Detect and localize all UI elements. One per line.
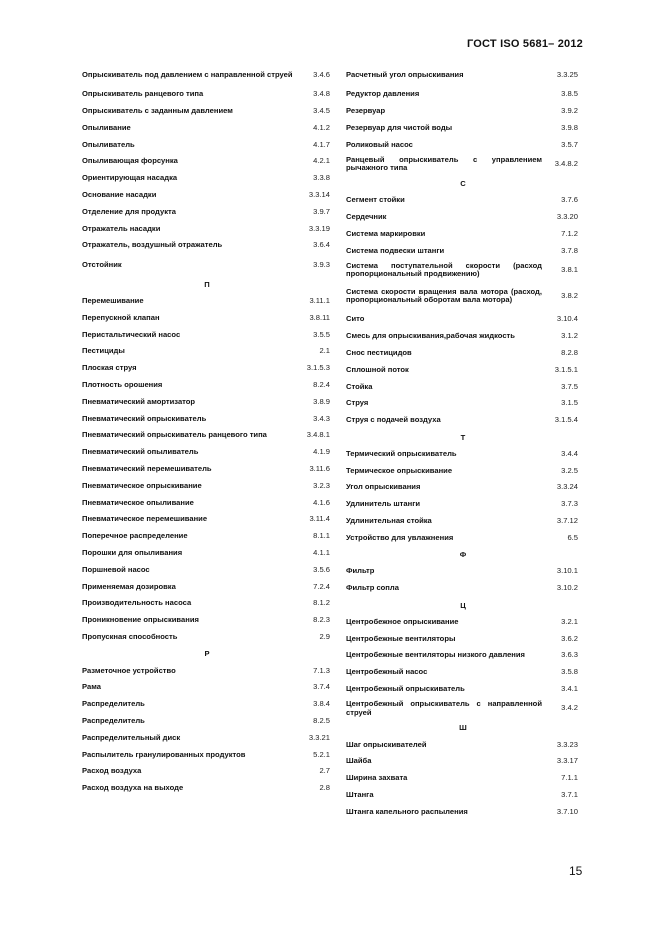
index-term: Рама (82, 682, 101, 692)
index-entry (82, 780, 332, 797)
index-entry (346, 787, 580, 804)
index-term: Смесь для опрыскивания,рабочая жидкость (346, 331, 515, 341)
index-term: Пневматический опрыскиватель (82, 413, 207, 423)
index-term: Расчетный угол опрыскивания (346, 69, 464, 79)
index-reference: 4.2.1 (313, 156, 330, 166)
index-entry (346, 378, 580, 395)
index-entry (82, 120, 332, 137)
index-reference: 3.11.6 (309, 464, 330, 474)
index-entry (346, 412, 580, 429)
index-term: Расход воздуха (82, 766, 142, 776)
index-term: Стойка (346, 381, 373, 391)
index-reference: 3.8.4 (313, 699, 330, 709)
index-term: Распределитель (82, 699, 145, 709)
index-reference: 3.11.1 (309, 296, 330, 306)
index-term: Пневматическое перемешивание (82, 514, 208, 524)
index-term: Сердечник (346, 212, 387, 222)
index-entry (82, 220, 332, 237)
index-entry (82, 595, 332, 612)
index-term: Опрыскиватель с заданным давлением (82, 106, 233, 116)
index-reference: 3.2.3 (313, 480, 330, 490)
index-reference: 3.4.2 (561, 703, 578, 713)
index-term: Фильтр сопла (346, 583, 399, 593)
index-term: Центробежные вентиляторы (346, 633, 456, 643)
index-term: Угол опрыскивания (346, 482, 421, 492)
index-entry (82, 696, 332, 713)
index-entry (82, 153, 332, 170)
index-reference: 3.3.25 (556, 69, 578, 79)
section-letter: Т (460, 432, 466, 442)
index-entry (82, 410, 332, 427)
index-entry (82, 103, 332, 120)
index-entry (82, 136, 332, 153)
index-term: Опрыскиватель под давлением с направленной струей (82, 69, 293, 79)
index-term: Удлинительная стойка (346, 516, 432, 526)
index-entry (82, 444, 332, 461)
index-reference: 3.7.8 (561, 245, 578, 255)
index-term: Опрыскиватель ранцевого типа (82, 89, 204, 99)
index-reference: 7.1.3 (313, 665, 330, 675)
index-entry (82, 343, 332, 360)
index-entry (346, 580, 580, 597)
index-term: Струя (346, 398, 369, 408)
index-entry (346, 753, 580, 770)
index-entry (82, 237, 332, 254)
index-entry (346, 64, 580, 86)
index-term: Распылитель гранулированных продуктов (82, 749, 246, 759)
index-entry (346, 681, 580, 698)
index-term: Центробежный насос (346, 667, 428, 677)
index-reference: 3.7.12 (556, 516, 578, 526)
index-column-left (82, 64, 332, 797)
index-term: Ориентирующая насадка (82, 173, 178, 183)
index-entry (346, 281, 580, 311)
index-entry (346, 614, 580, 631)
index-reference: 3.4.5 (313, 106, 330, 116)
index-entry (82, 170, 332, 187)
index-reference: 3.4.8.2 (554, 159, 578, 169)
index-term: Ширина захвата (346, 773, 408, 783)
index-reference: 4.1.7 (313, 139, 330, 149)
index-term: Сплошной поток (346, 364, 409, 374)
index-entry (82, 360, 332, 377)
index-reference: 3.9.3 (313, 259, 330, 269)
index-term: Центробежное опрыскивание (346, 616, 459, 626)
index-entry (82, 662, 332, 679)
index-reference: 3.7.3 (561, 499, 578, 509)
index-term: Удлинитель штанги (346, 499, 421, 509)
index-reference: 3.8.1 (561, 265, 578, 275)
index-entry (82, 310, 332, 327)
index-entry (346, 563, 580, 580)
index-entry (346, 192, 580, 209)
index-reference: 7.2.4 (313, 581, 330, 591)
index-term: Центробежные вентиляторы низкого давления (346, 650, 525, 660)
index-term: Шайба (346, 756, 372, 766)
index-entry (346, 120, 580, 137)
index-reference: 8.1.1 (313, 531, 330, 541)
index-entry (346, 664, 580, 681)
index-entry (346, 479, 580, 496)
index-reference: 3.9.2 (561, 106, 578, 116)
index-entry (346, 395, 580, 412)
index-entry (346, 513, 580, 530)
index-term: Штанга капельного распыления (346, 806, 468, 816)
index-reference: 3.3.21 (308, 732, 330, 742)
index-reference: 3.9.7 (313, 206, 330, 216)
index-term: Система скорости вращения вала мотора (расход, пропорциональный оборотам вала мотора) (346, 286, 542, 305)
index-reference: 3.5.5 (313, 329, 330, 339)
index-entry (82, 187, 332, 204)
index-entry (82, 511, 332, 528)
index-entry (82, 64, 332, 86)
index-reference: 8.2.8 (561, 348, 578, 358)
index-term: Перепускной клапан (82, 312, 160, 322)
index-term: Отражатель насадки (82, 223, 161, 233)
index-term: Фильтр (346, 566, 375, 576)
section-letter: Р (204, 649, 210, 659)
index-reference: 3.7.5 (561, 381, 578, 391)
index-reference: 3.3.23 (556, 739, 578, 749)
index-term: Отделение для продукта (82, 206, 176, 216)
section-letter: Ш (459, 723, 467, 733)
index-term: Плотность орошения (82, 380, 163, 390)
index-reference: 3.2.1 (561, 616, 578, 626)
index-entry (346, 345, 580, 362)
index-entry (82, 562, 332, 579)
index-reference: 3.3.17 (556, 756, 578, 766)
index-reference: 3.4.4 (561, 448, 578, 458)
index-reference: 3.5.7 (561, 139, 578, 149)
index-term: Снос пестицидов (346, 348, 412, 358)
section-letter: П (204, 279, 210, 289)
index-reference: 3.10.2 (556, 583, 578, 593)
index-reference: 3.11.4 (309, 514, 330, 524)
index-entry (82, 377, 332, 394)
index-entry (346, 446, 580, 463)
index-entry (82, 729, 332, 746)
index-term: Основание насадки (82, 190, 157, 200)
index-reference: 3.4.8 (313, 89, 330, 99)
index-reference: 3.1.5.3 (306, 363, 330, 373)
index-term: Перемешивание (82, 296, 144, 306)
index-reference: 3.4.3 (313, 413, 330, 423)
index-term: Опыливатель (82, 139, 135, 149)
index-reference: 3.1.5.4 (554, 415, 578, 425)
index-entry (82, 86, 332, 103)
index-entry (346, 803, 580, 820)
index-term: Опыливающая форсунка (82, 156, 178, 166)
index-reference: 3.5.6 (313, 564, 330, 574)
index-entry (82, 494, 332, 511)
index-entry (82, 629, 332, 646)
index-reference: 2.7 (319, 766, 330, 776)
index-entry (346, 86, 580, 103)
index-entry (346, 328, 580, 345)
index-entry (346, 736, 580, 753)
index-term: Центробежный опрыскиватель с направленной струей (346, 699, 542, 717)
index-entry (82, 204, 332, 221)
index-term: Центробежный опрыскиватель (346, 684, 465, 693)
index-term: Пневматическое опрыскивание (82, 480, 202, 490)
index-term: Пестициды (82, 346, 125, 356)
index-term: Распределитель (82, 715, 145, 725)
index-entry (82, 746, 332, 763)
index-term: Разметочное устройство (82, 665, 176, 675)
index-term: Расход воздуха на выходе (82, 783, 184, 793)
index-term: Система подвески штанги (346, 245, 445, 255)
section-letter: С (460, 179, 466, 189)
index-entry (82, 394, 332, 411)
index-reference: 5.2.1 (313, 749, 330, 759)
index-term: Применяемая дозировка (82, 581, 176, 591)
index-term: Поперечное распределение (82, 531, 188, 541)
index-term: Отстойник (82, 259, 122, 269)
index-entry (82, 293, 332, 310)
index-entry (82, 528, 332, 545)
index-term: Сито (346, 314, 365, 324)
index-reference: 3.3.8 (313, 173, 330, 183)
index-reference: 3.8.2 (561, 291, 578, 301)
index-entry (82, 326, 332, 343)
index-term: Шаг опрыскивателей (346, 739, 427, 749)
index-reference: 3.10.4 (556, 314, 578, 324)
index-reference: 3.1.2 (561, 331, 578, 341)
index-term: Резервуар для чистой воды (346, 122, 453, 132)
index-entry (82, 545, 332, 562)
index-term: Распределительный диск (82, 732, 181, 742)
index-term: Редуктор давления (346, 89, 420, 99)
index-reference: 3.10.1 (556, 566, 578, 576)
index-reference: 3.3.19 (308, 223, 330, 233)
index-term: Роликовый насос (346, 139, 413, 149)
index-entry (346, 496, 580, 513)
index-entry (82, 612, 332, 629)
index-term: Система маркировки (346, 228, 426, 238)
index-term: Проникновение опрыскивания (82, 615, 199, 625)
index-term: Плоская струя (82, 363, 137, 373)
index-entry (346, 226, 580, 243)
index-reference: 3.5.8 (561, 667, 578, 677)
index-entry (82, 461, 332, 478)
index-term: Устройство для увлажнения (346, 532, 454, 542)
index-reference: 3.3.24 (556, 482, 578, 492)
index-entry (346, 209, 580, 226)
section-letter: Ц (460, 600, 466, 610)
index-term: Производительность насоса (82, 598, 192, 608)
index-entry (82, 254, 332, 276)
index-entry (346, 242, 580, 259)
index-term: Порошки для опыливания (82, 548, 183, 558)
index-entry (82, 713, 332, 730)
index-reference: 3.4.1 (561, 683, 578, 693)
index-reference: 3.7.4 (313, 682, 330, 692)
index-entry (82, 578, 332, 595)
index-reference: 3.9.8 (561, 122, 578, 132)
index-term: Поршневой насос (82, 564, 150, 574)
index-reference: 8.1.2 (313, 598, 330, 608)
index-entry (82, 478, 332, 495)
index-reference: 8.2.3 (313, 615, 330, 625)
index-entry (82, 763, 332, 780)
index-reference: 3.7.1 (561, 789, 578, 799)
index-entry (346, 647, 580, 664)
index-reference: 3.8.5 (561, 89, 578, 99)
index-entry (346, 770, 580, 787)
index-reference: 3.1.5 (561, 398, 578, 408)
index-reference: 3.7.6 (561, 195, 578, 205)
index-term: Штанга (346, 789, 374, 799)
index-reference: 3.7.10 (556, 806, 578, 816)
index-term: Пневматический опыливатель (82, 447, 199, 457)
index-reference: 7.1.2 (561, 228, 578, 238)
index-reference: 2.8 (319, 783, 330, 793)
index-term: Термический опрыскиватель (346, 448, 457, 458)
index-reference: 4.1.9 (313, 447, 330, 457)
index-reference: 4.1.1 (313, 548, 330, 557)
index-term: Резервуар (346, 106, 386, 116)
section-letter: Ф (459, 550, 467, 560)
index-entry (346, 311, 580, 328)
index-reference: 6.5 (567, 532, 578, 542)
index-entry (346, 630, 580, 647)
index-term: Ранцевый опрыскиватель с управлением рычажного типа (346, 154, 542, 173)
index-reference: 3.1.5.1 (554, 364, 578, 374)
index-column-right (346, 64, 580, 820)
index-entry (346, 530, 580, 547)
index-term: Пропускная способность (82, 632, 178, 641)
index-reference: 3.4.6 (313, 69, 330, 79)
index-entry (82, 679, 332, 696)
index-entry (346, 136, 580, 153)
index-reference: 3.4.8.1 (306, 430, 330, 440)
index-term: Термическое опрыскивание (346, 465, 453, 475)
index-term: Пневматический перемешиватель (82, 464, 212, 474)
index-term: Сегмент стойки (346, 195, 405, 205)
index-reference: 3.6.2 (561, 633, 578, 643)
index-term: Пневматический амортизатор (82, 396, 196, 406)
index-term: Отражатель, воздушный отражатель (82, 240, 223, 250)
index-reference: 3.3.20 (556, 212, 578, 222)
index-reference: 4.1.2 (313, 122, 330, 132)
index-entry (346, 259, 580, 281)
index-reference: 3.8.11 (309, 312, 330, 322)
index-term: Система поступательной скорости (расход пропорциональный продвижению) (346, 260, 542, 279)
index-term: Перистальтический насос (82, 329, 181, 339)
index-term: Пневматическое опыливание (82, 497, 194, 507)
index-entry (346, 362, 580, 379)
page-number: 15 (569, 864, 583, 878)
index-term: Опыливание (82, 122, 131, 132)
index-term: Пневматический опрыскиватель ранцевого типа (82, 430, 267, 440)
index-reference: 2.1 (319, 346, 330, 356)
index-entry (82, 427, 332, 444)
index-entry (346, 462, 580, 479)
index-reference: 8.2.4 (313, 380, 330, 390)
index-reference: 2.9 (319, 631, 330, 641)
index-term: Струя с подачей воздуха (346, 415, 441, 425)
index-entry (346, 103, 580, 120)
index-reference: 4.1.6 (313, 497, 330, 507)
index-reference: 3.8.9 (313, 396, 330, 406)
index-reference: 3.3.14 (308, 190, 330, 200)
index-reference: 8.2.5 (313, 715, 330, 725)
index-reference: 7.1.1 (561, 773, 578, 783)
index-reference: 3.6.3 (561, 650, 578, 660)
index-entry (346, 698, 580, 720)
index-reference: 3.6.4 (313, 240, 330, 250)
index-entry (346, 153, 580, 175)
index-reference: 3.2.5 (561, 465, 578, 475)
document-code: ГОСТ ISO 5681– 2012 (466, 38, 583, 50)
